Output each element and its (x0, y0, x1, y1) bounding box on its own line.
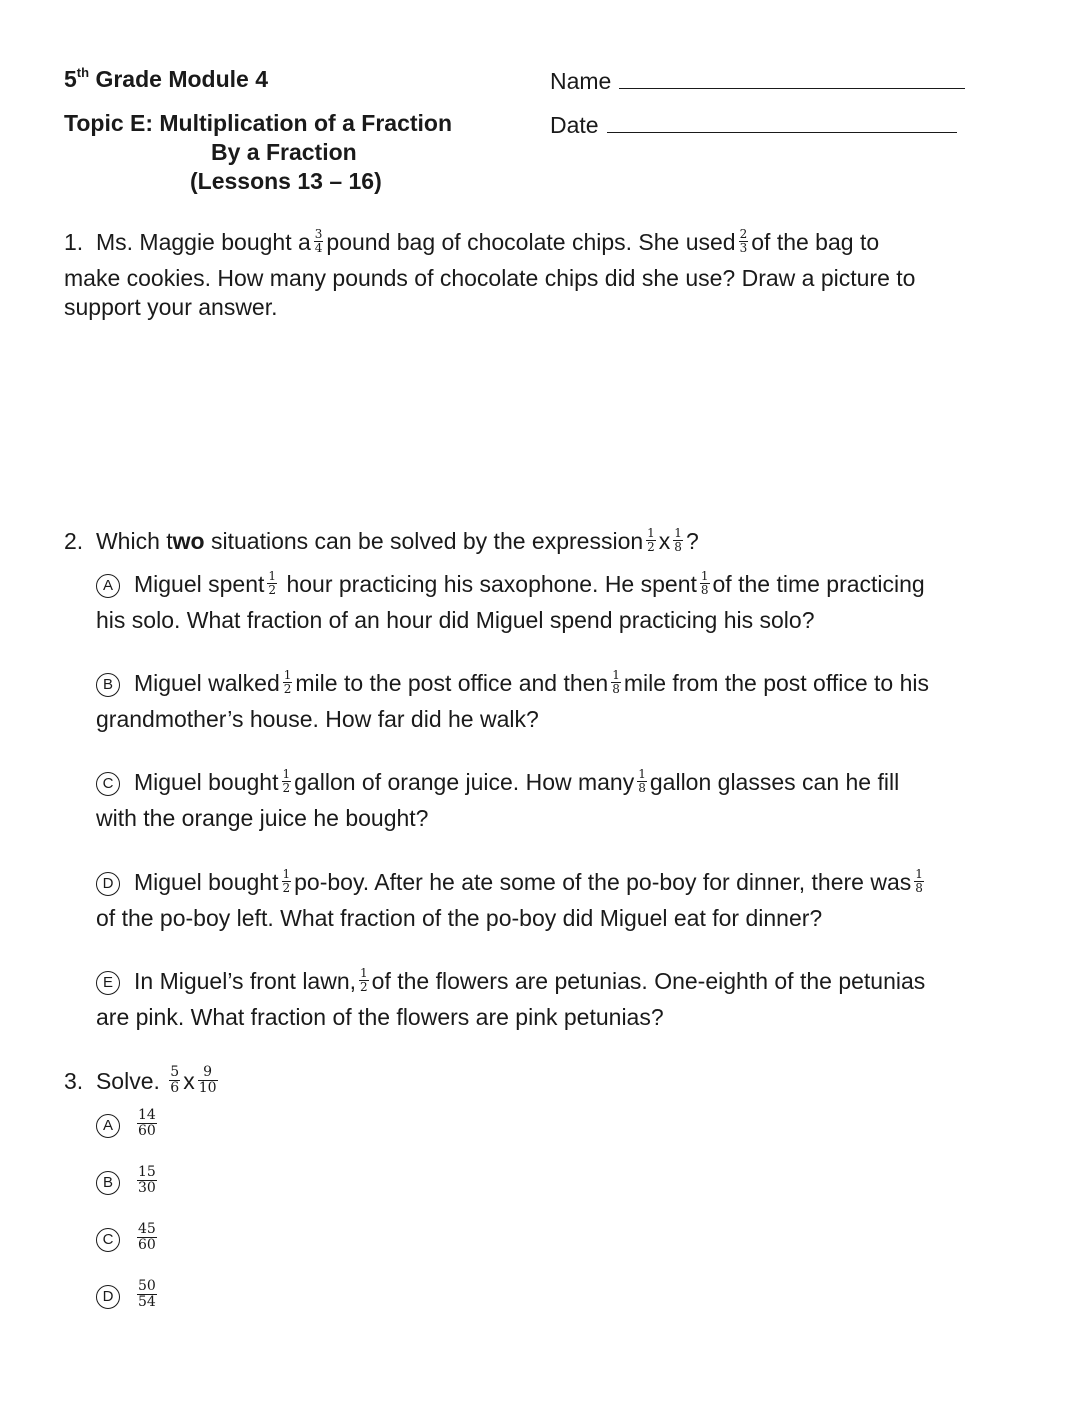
question-1-line-1 (64, 224, 879, 260)
question-3-stem (64, 1063, 221, 1099)
numerator: 1 (282, 867, 291, 882)
date-label: Date (550, 112, 599, 138)
denominator: 2 (647, 540, 655, 555)
option-b-line-2: grandmother’s house. How far did he walk? (96, 706, 539, 732)
denominator: 8 (612, 682, 620, 697)
option-d-text: Miguel bought (134, 869, 279, 895)
numerator: 1 (612, 668, 620, 683)
numerator: 2 (739, 227, 748, 242)
fraction-five-sixths (169, 1065, 180, 1096)
grade-ordinal-suffix: th (76, 65, 90, 80)
question-1-text: of the bag to (751, 229, 880, 255)
fraction-one-half (282, 768, 292, 795)
option-c-text: gallon of orange juice. How many (294, 769, 635, 795)
option-a-bubble[interactable]: A (96, 574, 120, 598)
numerator: 1 (283, 668, 292, 683)
fraction-one-half (359, 967, 369, 994)
choice-c-fraction (137, 1222, 157, 1253)
option-c-text: Miguel bought (134, 769, 279, 795)
numerator: 3 (314, 227, 323, 242)
numerator: 9 (203, 1064, 213, 1081)
fraction-one-eighth (637, 768, 647, 795)
denominator: 2 (282, 781, 291, 796)
option-b-line-1[interactable] (96, 665, 929, 701)
fraction-one-eighth (611, 669, 621, 696)
grade-number: 5 (64, 66, 77, 92)
choice-a-bubble[interactable]: A (96, 1114, 120, 1138)
question-2-text: Which t (95, 528, 173, 554)
denominator: 60 (138, 1237, 156, 1254)
question-1-text: pound bag of chocolate chips. She used (326, 229, 736, 255)
option-b-text: Miguel walked (134, 670, 280, 696)
denominator: 2 (283, 682, 292, 697)
date-field[interactable] (550, 110, 957, 139)
denominator: 8 (638, 781, 646, 796)
emphasis-two: wo (172, 528, 205, 554)
option-c-text: gallon glasses can he fill (649, 769, 900, 795)
option-d-text: po-boy. After he ate some of the po-boy for dinner, there was (294, 869, 912, 895)
numerator: 1 (282, 767, 291, 782)
choice-b-fraction (137, 1165, 157, 1196)
option-a-line-1[interactable] (96, 566, 925, 602)
numerator: 1 (915, 867, 923, 882)
fraction-three-fourths (314, 228, 324, 255)
option-a-line-2: his solo. What fraction of an hour did Miguel spend practicing his solo? (96, 607, 815, 633)
option-a-text: Miguel spent (134, 571, 265, 597)
fraction-one-half (283, 669, 293, 696)
numerator: 1 (638, 767, 646, 782)
name-blank-line[interactable] (619, 66, 965, 89)
option-e-line-1[interactable] (96, 963, 925, 999)
choice-a-fraction (137, 1108, 157, 1139)
denominator: 4 (314, 241, 323, 256)
topic-line-1: Topic E: Multiplication of a Fraction (64, 110, 453, 136)
times-sign: x (183, 1068, 195, 1094)
choice-b[interactable] (96, 1163, 160, 1199)
question-1-line-2: make cookies. How many pounds of chocolate chips did she use? Draw a picture to (64, 265, 916, 291)
denominator: 6 (170, 1080, 180, 1097)
choice-d-fraction (137, 1279, 157, 1310)
fraction-one-eighth (673, 527, 683, 554)
question-2-text: situations can be solved by the expression (211, 528, 644, 554)
numerator: 14 (138, 1107, 156, 1124)
option-b-text: mile from the post office to his (623, 670, 929, 696)
question-1-number: 1. (64, 229, 84, 255)
option-e-text: of the flowers are petunias. One-eighth of the petunias (371, 968, 926, 994)
denominator: 2 (268, 583, 277, 598)
denominator: 3 (739, 241, 748, 256)
times-sign: x (658, 528, 671, 554)
numerator: 1 (647, 526, 655, 541)
numerator: 15 (138, 1164, 156, 1181)
fraction-nine-tenths (198, 1065, 218, 1096)
numerator: 45 (138, 1221, 156, 1238)
grade-module-text: Grade Module 4 (89, 66, 269, 92)
denominator: 60 (138, 1123, 156, 1140)
denominator: 30 (138, 1180, 156, 1197)
fraction-two-thirds (739, 228, 749, 255)
option-b-text: mile to the post office and then (295, 670, 609, 696)
numerator: 1 (360, 966, 368, 981)
choice-b-bubble[interactable]: B (96, 1171, 120, 1195)
option-a-text: of the time practicing (712, 571, 925, 597)
option-c-bubble[interactable]: C (96, 772, 120, 796)
choice-a[interactable] (96, 1106, 160, 1142)
denominator: 8 (674, 540, 682, 555)
choice-d[interactable] (96, 1277, 160, 1313)
option-b-bubble[interactable]: B (96, 673, 120, 697)
fraction-one-half (267, 570, 277, 597)
question-3-number: 3. (64, 1068, 84, 1094)
topic-line-3: (Lessons 13 – 16) (190, 168, 382, 194)
question-1-line-3: support your answer. (64, 294, 278, 320)
option-c-line-2: with the orange juice he bought? (96, 805, 429, 831)
option-e-line-2: are pink. What fraction of the flowers are pink petunias? (96, 1004, 664, 1030)
fraction-one-half (282, 868, 292, 895)
name-label: Name (550, 68, 612, 94)
denominator: 10 (198, 1080, 217, 1097)
numerator: 1 (268, 569, 277, 584)
choice-c[interactable] (96, 1220, 160, 1256)
option-e-bubble[interactable]: E (96, 971, 120, 995)
numerator: 50 (138, 1278, 156, 1295)
option-d-line-1[interactable] (96, 864, 927, 900)
question-mark: ? (685, 528, 699, 554)
option-a-text: hour practicing his saxophone. He spent (280, 571, 697, 597)
module-title (64, 66, 268, 93)
denominator: 2 (360, 980, 368, 995)
question-3-text: Solve. (95, 1068, 160, 1094)
topic-line-2: By a Fraction (211, 139, 357, 165)
option-d-bubble[interactable]: D (96, 872, 120, 896)
option-e-text: In Miguel’s front lawn, (134, 968, 357, 994)
fraction-one-eighth (700, 570, 710, 597)
option-d-line-2: of the po-boy left. What fraction of the po-boy did Miguel eat for dinner? (96, 905, 823, 931)
numerator: 1 (674, 526, 682, 541)
name-field[interactable] (550, 66, 965, 95)
date-blank-line[interactable] (607, 110, 957, 133)
denominator: 54 (138, 1294, 156, 1311)
question-2-stem (64, 523, 699, 559)
denominator: 8 (700, 583, 709, 598)
option-c-line-1[interactable] (96, 764, 899, 800)
question-2-number: 2. (64, 528, 84, 554)
numerator: 5 (170, 1064, 180, 1081)
choice-c-bubble[interactable]: C (96, 1228, 120, 1252)
numerator: 1 (700, 569, 709, 584)
fraction-one-eighth (914, 868, 924, 895)
denominator: 2 (282, 881, 291, 896)
denominator: 8 (915, 881, 923, 896)
choice-d-bubble[interactable]: D (96, 1285, 120, 1309)
fraction-one-half (646, 527, 656, 554)
question-1-text: Ms. Maggie bought a (95, 229, 311, 255)
